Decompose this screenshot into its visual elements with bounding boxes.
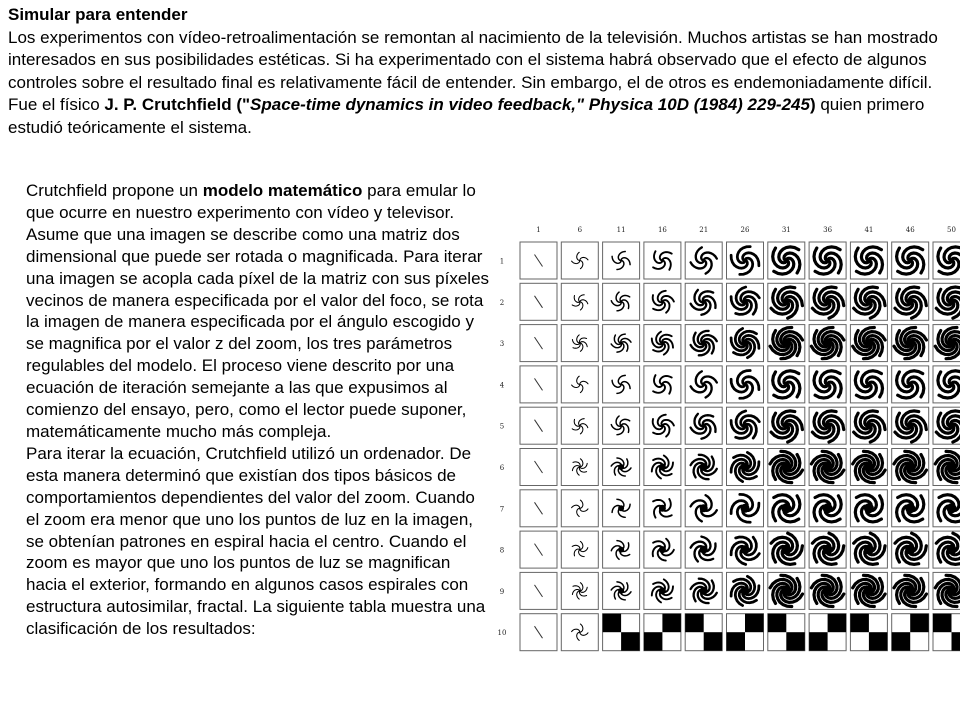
pattern-cell [850, 366, 887, 403]
pattern-cell [685, 572, 722, 609]
pattern-cell [644, 366, 681, 403]
pattern-cell [933, 572, 960, 609]
pattern-cell [685, 283, 722, 320]
column-label: 46 [905, 226, 915, 234]
pattern-cell [644, 490, 681, 527]
pattern-cell [933, 449, 960, 486]
paper-title: Space-time dynamics in video feedback," [250, 95, 585, 114]
pattern-cell [892, 531, 929, 568]
pattern-cell [768, 531, 805, 568]
column-label: 6 [577, 226, 583, 234]
physicist-name: J. P. Crutchfield (" [104, 95, 251, 114]
row-label: 7 [499, 505, 505, 514]
pattern-cell [561, 572, 598, 609]
pattern-cell [892, 572, 929, 609]
pattern-cell [892, 449, 929, 486]
pattern-cell [933, 325, 960, 362]
pattern-cell [892, 325, 929, 362]
column-label: 11 [616, 226, 626, 234]
pattern-cell [644, 283, 681, 320]
pattern-cell [561, 283, 598, 320]
intro-text-end: quien primero estudió teóricamente el sistema. [8, 95, 925, 137]
pattern-cell [850, 614, 887, 651]
pattern-cell [809, 242, 846, 279]
pattern-cell [727, 531, 764, 568]
row-label: 5 [499, 422, 505, 431]
pattern-cell [809, 614, 846, 651]
pattern-cell [727, 325, 764, 362]
pattern-cell [850, 407, 887, 444]
pattern-cell [603, 242, 640, 279]
row-label: 4 [499, 381, 505, 390]
pattern-cell [850, 283, 887, 320]
pattern-cell [809, 283, 846, 320]
pattern-cell [933, 407, 960, 444]
pattern-cell [520, 531, 557, 568]
column-label: 50 [947, 226, 956, 234]
pattern-cell [603, 366, 640, 403]
pattern-cell [603, 407, 640, 444]
pattern-cell [727, 490, 764, 527]
row-label: 9 [499, 587, 505, 596]
pattern-cell [644, 325, 681, 362]
pattern-cell [768, 283, 805, 320]
pattern-cell [561, 325, 598, 362]
pattern-cell [809, 407, 846, 444]
citation-close: ) [809, 95, 816, 114]
pattern-cell [520, 490, 557, 527]
row-label: 3 [499, 340, 505, 349]
pattern-cell [850, 572, 887, 609]
pattern-cell [644, 407, 681, 444]
pattern-cell [892, 242, 929, 279]
pattern-cell [850, 242, 887, 279]
pattern-cell [727, 242, 764, 279]
pattern-cell [809, 490, 846, 527]
column-label: 26 [740, 226, 750, 234]
pattern-cell [892, 283, 929, 320]
pattern-cell [685, 614, 722, 651]
body-column [26, 180, 490, 640]
pattern-cell [892, 490, 929, 527]
pattern-cell [727, 407, 764, 444]
pattern-cell [561, 407, 598, 444]
pattern-cell [603, 325, 640, 362]
pattern-cell [685, 531, 722, 568]
pattern-cell [520, 449, 557, 486]
pattern-cell [933, 242, 960, 279]
column-label: 16 [657, 226, 667, 234]
pattern-cell [933, 614, 960, 651]
pattern-cell [933, 490, 960, 527]
column-label: 21 [699, 226, 709, 234]
journal-citation: Physica 10D (1984) 229-245 [588, 95, 810, 114]
pattern-cell [520, 572, 557, 609]
p1-text-b: para emular lo que ocurre en nuestro experimento con vídeo y televisor. Asume que una imagen se describe como una matriz dos dimensional que puede ser rotada o magnificada. Para iterar una imagen se acopla cada píxel de la matriz con sus píxeles vecinos de manera especificada por el valor del foco, se rota la imagen de manera especificada por el ángulo escogido y se magnifica por el valor z del zoom, los tres parámetros regulables del modelo. El proceso viene descrito por una ecuación de iteración semejante a las que expusimos al comienzo del ensayo, pero, como el lector puede suponer, matemáticamente mucho más compleja. [26, 181, 490, 441]
pattern-cell [809, 449, 846, 486]
pattern-cell [933, 531, 960, 568]
pattern-cell [603, 614, 640, 651]
p2-text: Para iterar la ecuación, Crutchfield utilizó un ordenador. De esta manera determinó que existían dos tipos básicos de comportamientos dependientes del valor del zoom. Cuando el zoom era menor que uno los puntos de luz en la imagen, se obtenían patrones en espiral hacia el centro. Cuando el zoom es mayor que uno los puntos de luz se magnifican hacia el exterior, formando en algunos casos espirales con estructura autosimilar, fractal. La siguiente tabla muestra una clasificación de los resultados: [26, 443, 486, 639]
pattern-cell [768, 449, 805, 486]
pattern-cell [644, 572, 681, 609]
pattern-cell [561, 449, 598, 486]
pattern-cell [685, 366, 722, 403]
pattern-cell [520, 614, 557, 651]
pattern-cell [850, 531, 887, 568]
row-label: 10 [497, 629, 507, 638]
pattern-cell [603, 572, 640, 609]
pattern-cell [768, 242, 805, 279]
section-title: Simular para entender [8, 5, 188, 24]
row-label: 1 [499, 257, 505, 266]
pattern-cell [685, 407, 722, 444]
pattern-cell [685, 242, 722, 279]
column-label: 41 [864, 226, 874, 234]
pattern-cell [727, 449, 764, 486]
pattern-cell [850, 449, 887, 486]
pattern-cell [603, 283, 640, 320]
column-label: 31 [781, 226, 791, 234]
pattern-cell [768, 325, 805, 362]
pattern-cell [892, 614, 929, 651]
pattern-cell [603, 449, 640, 486]
pattern-cell [685, 325, 722, 362]
pattern-cell [603, 490, 640, 527]
pattern-cell [561, 242, 598, 279]
pattern-cell [768, 614, 805, 651]
pattern-cell [561, 531, 598, 568]
pattern-cell [561, 490, 598, 527]
pattern-cell [727, 283, 764, 320]
pattern-cell [933, 366, 960, 403]
pattern-cell [933, 283, 960, 320]
pattern-cell [809, 325, 846, 362]
pattern-cell [644, 531, 681, 568]
pattern-cell [768, 490, 805, 527]
pattern-cell [561, 366, 598, 403]
row-label: 6 [499, 464, 505, 472]
pattern-cell [809, 531, 846, 568]
pattern-cell [520, 283, 557, 320]
pattern-cell [892, 407, 929, 444]
column-label: 36 [823, 226, 833, 234]
pattern-cell [520, 407, 557, 444]
pattern-cell [727, 366, 764, 403]
p1-text-a: Crutchfield propone un [26, 181, 203, 200]
pattern-cell [850, 490, 887, 527]
pattern-cell [768, 572, 805, 609]
pattern-cell [850, 325, 887, 362]
pattern-cell [520, 242, 557, 279]
pattern-cell [768, 407, 805, 444]
pattern-cell [561, 614, 598, 651]
row-label: 8 [499, 546, 505, 555]
p1-bold: modelo matemático [202, 181, 363, 200]
pattern-cell [685, 490, 722, 527]
pattern-figure [490, 214, 960, 654]
pattern-cell [520, 366, 557, 403]
pattern-cell [809, 572, 846, 609]
pattern-cell [520, 325, 557, 362]
pattern-cell [727, 572, 764, 609]
pattern-cell [644, 242, 681, 279]
pattern-cell [603, 531, 640, 568]
pattern-cell [685, 449, 722, 486]
pattern-cell [727, 614, 764, 651]
row-label: 2 [499, 298, 505, 307]
pattern-cell [809, 366, 846, 403]
pattern-cell [768, 366, 805, 403]
column-label: 1 [536, 226, 541, 234]
intro-text: Los experimentos con vídeo-retroalimentación se remontan al nacimiento de la televisión. Muchos artistas se han mostrado interesados en sus posibilidades estéticas. Si ha experimentado con el sistema habrá observado que el efecto de algunos controles sobre el resultado final es relativamente fácil de entender. Sin embargo, el de otros es endemoniadamente difícil. Fue el físico [8, 27, 938, 114]
pattern-cell [892, 366, 929, 403]
pattern-cell [644, 614, 681, 651]
intro-paragraph [8, 4, 952, 139]
pattern-cell [644, 449, 681, 486]
pattern-grid-figure [490, 214, 960, 654]
